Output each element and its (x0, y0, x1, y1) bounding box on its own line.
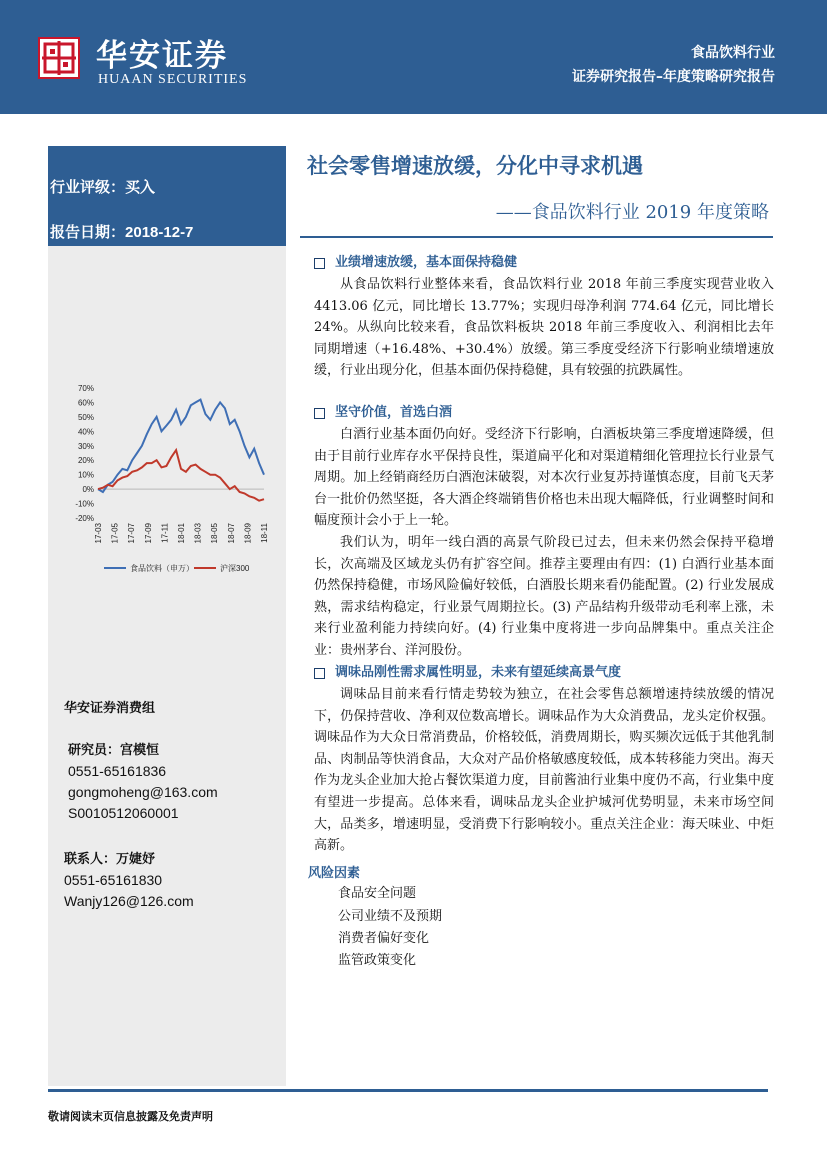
report-date (50, 221, 193, 242)
x-tick-label: 17-05 (110, 523, 120, 544)
rating-panel (48, 146, 286, 246)
checkbox-bullet-icon (314, 408, 325, 419)
contact-name: 联系人：万婕妤 (64, 852, 156, 867)
y-tick-label: 70% (77, 384, 94, 393)
section-heading (314, 662, 774, 684)
section-heading-text: 调味品刚性需求属性明显，未来有望延续高景气度 (335, 665, 622, 680)
paragraph: 调味品目前来看行情走势较为独立，在社会零售总额增速持续放缓的情况下，仍保持营收、净利双位数高增长。调味品作为大众消费品，龙头定价权强。调味品作为大众日常消费品，价格较低，消费周期长，购买频次远低于其他乳制品、肉制品等快消食品，大众对产品价格敏感度较低，成本转移能力突出。海天作为龙头企业加大抢占餐饮渠道力度，目前酱油行业集中度仍不高，行业集中度有望进一步提高。总体来看，调味品龙头企业护城河优势明显，未来市场空间大，品类多，增速明显，受消费下行影响较小。重点关注企业：海天味业、中炬高新。 (314, 687, 774, 854)
risk-item: 监管政策变化 (338, 953, 417, 968)
x-tick-label: 18-01 (177, 523, 186, 544)
logo-chinese: 华安证券 (96, 38, 228, 74)
x-tick-label: 18-11 (260, 523, 269, 543)
x-tick-label: 18-05 (210, 523, 220, 544)
analyst-phone: 0551-65161836 (68, 763, 167, 779)
y-tick-label: 40% (77, 427, 94, 437)
analyst-cert: S0010512060001 (68, 805, 179, 821)
legend-label: 食品饮料（申万） (130, 564, 194, 573)
x-tick-label: 18-09 (243, 523, 253, 544)
industry-rating: 行业评级：买入 (50, 178, 156, 196)
risk-item: 公司业绩不及预期 (338, 909, 443, 924)
report-date-label: 报告日期： (50, 223, 126, 241)
risk-heading: 风险因素 (308, 866, 361, 881)
sidebar (48, 146, 286, 1086)
paragraph: 白酒行业基本面仍向好。受经济下行影响，白酒板块第三季度增速降缓，但由于目前行业库存水平保持良性，渠道扁平化和对渠道精细化管理拉长行业景气周期。加上经销商经历白酒泡沫破裂，对本次行业复苏持谨慎态度，目前飞天茅台一批价仍然坚挺，各大酒企终端销售价格也未出现大幅降低，行业调整时间和幅度预计会小于上一轮。 (314, 427, 774, 529)
x-tick-label: 17-03 (94, 523, 103, 544)
analyst-email[interactable]: gongmoheng@163.com (68, 784, 218, 800)
section-condiments (314, 662, 774, 857)
analyst-name: 研究员：宫模恒 (68, 743, 160, 758)
footer-divider (48, 1089, 768, 1092)
analyst-block (68, 740, 218, 824)
section-baijiu (314, 402, 774, 662)
section-heading (314, 402, 774, 424)
report-subtitle: ——食品饮料行业 2019 年度策略 (495, 202, 769, 223)
contact-block (64, 849, 194, 912)
x-tick-label: 17-09 (143, 523, 153, 544)
huaan-logo-icon (38, 37, 80, 79)
page-header (0, 0, 827, 114)
paragraph: 我们认为，明年一线白酒的高景气阶段已过去，但未来仍然会保持平稳增长，次高端及区域龙头仍有扩容空间。推荐主要理由有四：(1) 白酒行业基本面仍然保持稳健，市场风险偏好较低，白酒股长期来看仍能配置。(2) 行业发展成熟，需求结构稳定，行业景气周期拉长。(3) 产品结构升级带动毛利率上涨，未来行业盈利能力持续向好。(4) 行业集中度将进一步向品牌集中。重点关注企业：贵州茅台、洋河股份。 (314, 534, 774, 658)
team-name: 华安证券消费组 (64, 701, 156, 716)
x-tick-label: 17-11 (160, 523, 170, 543)
contact-email[interactable]: Wanjy126@126.com (64, 893, 194, 909)
logo-english: HUAAN SECURITIES (98, 72, 248, 87)
risk-item: 消费者偏好变化 (338, 931, 430, 946)
title-divider (300, 236, 773, 238)
report-type-label: 证券研究报告–年度策略研究报告 (572, 69, 775, 85)
x-tick-label: 18-03 (193, 523, 203, 544)
y-tick-label: 10% (77, 470, 94, 480)
contact-phone: 0551-65161830 (64, 872, 163, 888)
checkbox-bullet-icon (314, 668, 325, 679)
y-tick-label: 60% (77, 398, 94, 408)
x-tick-label: 18-07 (226, 523, 236, 544)
report-date-value: 2018-12-7 (125, 224, 194, 241)
y-tick-label: -10% (75, 499, 94, 509)
section-heading-text: 业绩增速放缓，基本面保持稳健 (335, 255, 518, 270)
industry-label: 食品饮料行业 (691, 45, 775, 61)
legend-label: 沪深300 (220, 564, 250, 573)
y-tick-label: -20% (75, 514, 94, 523)
section-heading-text: 坚守价值，首选白酒 (335, 405, 453, 420)
x-tick-label: 17-07 (127, 523, 137, 544)
y-tick-label: 30% (77, 441, 94, 451)
report-title: 社会零售增速放缓，分化中寻求机遇 (307, 154, 643, 178)
y-tick-label: 0% (82, 485, 94, 495)
y-tick-label: 50% (77, 412, 94, 422)
series-line (98, 450, 264, 501)
section-heading (314, 252, 774, 274)
section-performance (314, 252, 774, 382)
risk-item: 食品安全问题 (338, 886, 417, 901)
price-performance-chart (48, 378, 286, 588)
checkbox-bullet-icon (314, 258, 325, 269)
paragraph: 从食品饮料行业整体来看，食品饮料行业 2018 年前三季度实现营业收入 4413.06 亿元，同比增长 13.77%；实现归母净利润 774.64 亿元，同比增长 24%。从纵向比较来看，食品饮料板块 2018 年前三季度收入、利润相比去年同期增速（+16.48%、+30.4%）放缓。第三季度受经济下行影响业绩增速放缓，行业出现分化，但基本面仍保持稳健，具有较强的抗跌属性。 (314, 277, 774, 379)
y-tick-label: 20% (77, 456, 94, 466)
footer-disclaimer: 敬请阅读末页信息披露及免责声明 (48, 1110, 213, 1123)
